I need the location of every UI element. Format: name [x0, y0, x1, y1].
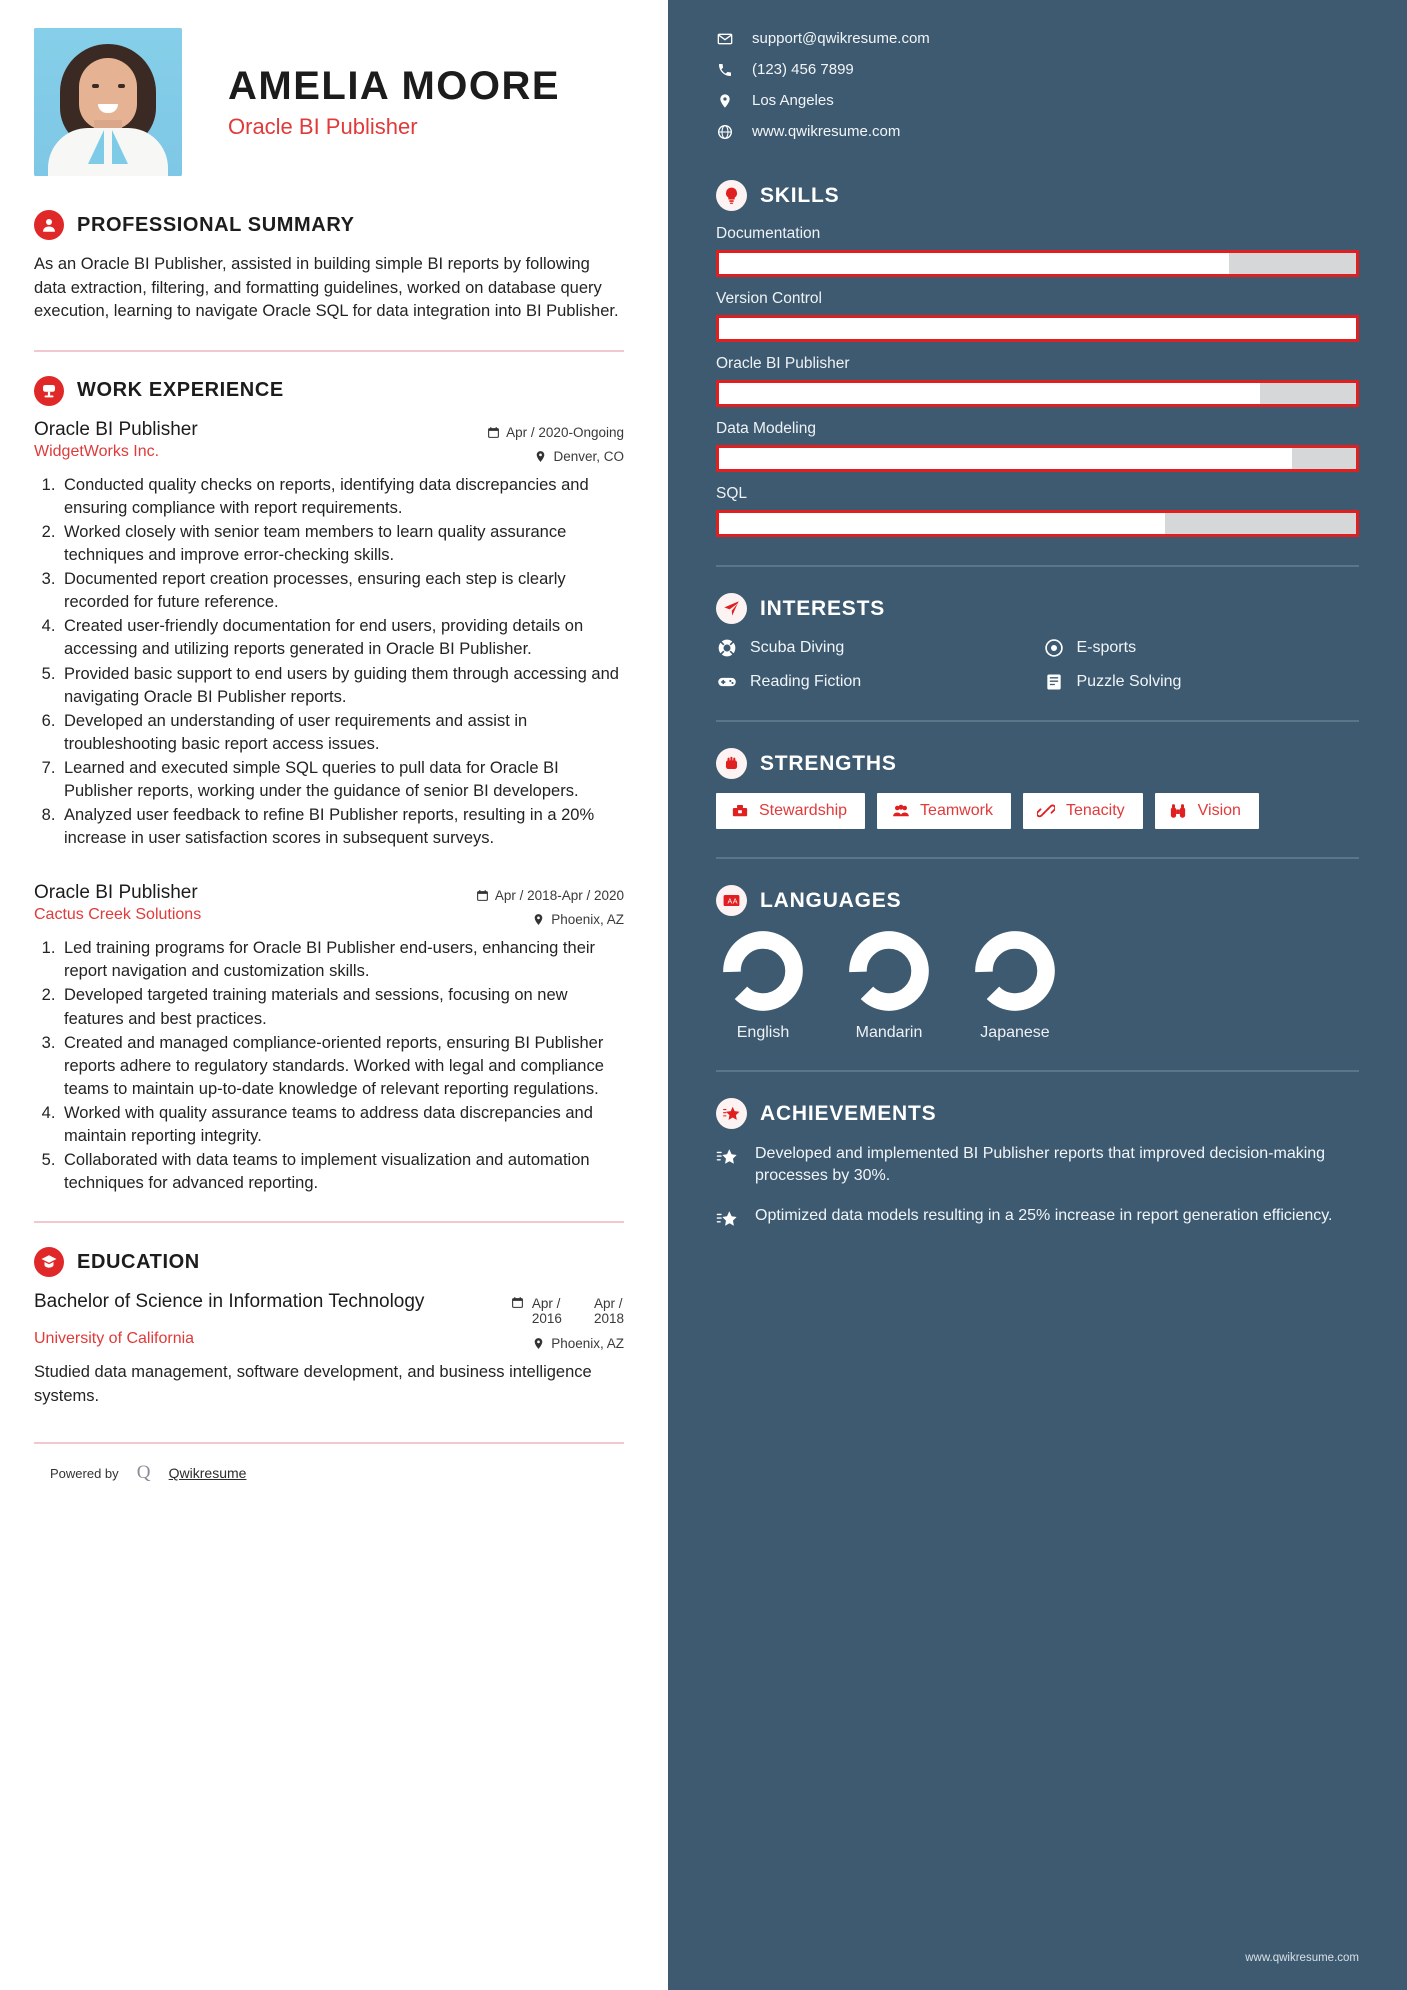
- candidate-role: Oracle BI Publisher: [228, 114, 418, 139]
- summary-text: As an Oracle BI Publisher, assisted in building simple BI reports by following data extraction, filtering, and formatting guidelines, worked on database query execution, learning to navigate Oracle SQL for data integration into BI Publisher.: [34, 255, 619, 321]
- list-item: 5. Collaborated with data teams to implement visualization and automation techniques for advanced reporting.: [60, 1149, 624, 1195]
- education-end-date: Apr / 2018: [593, 1296, 624, 1327]
- user-icon: [34, 210, 64, 240]
- skill-item: [716, 420, 1359, 472]
- star-burst-icon: [716, 1098, 747, 1129]
- section-header-skills: [716, 180, 1359, 211]
- language-label: English: [736, 1024, 790, 1041]
- job-entry: [34, 882, 624, 1195]
- skill-progress-bar: [716, 445, 1359, 472]
- contact-website-text: www.qwikresume.com: [752, 123, 901, 140]
- skills-list: [716, 225, 1359, 537]
- language-donut-chart: [974, 930, 1056, 1012]
- job-dates-text: Apr / 2018-Apr / 2020: [494, 888, 624, 904]
- powered-by-label: Powered by: [50, 1465, 119, 1481]
- job-entry: [34, 419, 624, 851]
- skill-label: Version Control: [716, 290, 822, 307]
- resume-header: [34, 28, 624, 176]
- achievements-list: [716, 1143, 1359, 1230]
- skill-item: [716, 485, 1359, 537]
- job-title: Oracle BI Publisher: [34, 882, 198, 904]
- strength-chip: [1155, 793, 1259, 829]
- skill-progress-bar: [716, 315, 1359, 342]
- skill-label: Oracle BI Publisher: [716, 355, 850, 372]
- interest-label: Puzzle Solving: [1076, 673, 1182, 690]
- strength-label: Teamwork: [920, 802, 993, 819]
- sidebar-footer-url: www.qwikresume.com: [1245, 1952, 1359, 1964]
- divider: [716, 720, 1359, 722]
- skill-label: Documentation: [716, 225, 821, 242]
- graduation-icon: [34, 1247, 64, 1277]
- contact-email-text: support@qwikresume.com: [752, 30, 930, 47]
- shooting-star-icon: [716, 1143, 740, 1187]
- strengths-list: [716, 793, 1359, 829]
- left-column: [0, 0, 668, 1990]
- people-icon: [891, 802, 910, 820]
- binoculars-icon: [1169, 802, 1188, 820]
- divider: [34, 350, 624, 352]
- contact-location-text: Los Angeles: [752, 92, 834, 109]
- interest-label: Reading Fiction: [750, 673, 862, 690]
- language-label: Mandarin: [855, 1024, 923, 1041]
- section-header-education: [34, 1247, 624, 1277]
- contact-phone-text: (123) 456 7899: [752, 61, 854, 78]
- avatar: [34, 28, 182, 176]
- calendar-icon: [476, 889, 489, 902]
- divider: [34, 1442, 624, 1444]
- education-location: [532, 1330, 624, 1351]
- skill-progress-fill: [719, 448, 1292, 469]
- job-dates: [487, 419, 624, 440]
- skill-label: SQL: [716, 485, 748, 502]
- skill-progress-fill: [719, 318, 1356, 339]
- language-label: Japanese: [980, 1024, 1050, 1041]
- list-item: 1. Conducted quality checks on reports, identifying data discrepancies and ensuring compliance with report requirements.: [60, 474, 624, 520]
- list-item: 7. Learned and executed simple SQL queries to pull data for Oracle BI Publisher reports, working under the guidance of senior BI developers.: [60, 757, 624, 803]
- skill-progress-fill: [719, 383, 1260, 404]
- contact-list: [716, 30, 1359, 140]
- contact-email[interactable]: [716, 30, 1359, 47]
- location-pin-icon: [532, 1337, 545, 1350]
- list-item: 8. Analyzed user feedback to refine BI Publisher reports, resulting in a 20% increase in user satisfaction scores in subsequent surveys.: [60, 804, 624, 850]
- job-company: Cactus Creek Solutions: [34, 906, 202, 924]
- right-sidebar: [668, 0, 1407, 1990]
- strength-label: Stewardship: [759, 802, 848, 819]
- interests-list: [716, 638, 1359, 692]
- interest-item: [716, 672, 1033, 692]
- divider: [716, 1070, 1359, 1072]
- shooting-star-icon: [716, 1205, 740, 1230]
- achievement-item: [716, 1205, 1359, 1230]
- section-header-interests: [716, 593, 1359, 624]
- lightbulb-icon: [716, 180, 747, 211]
- skill-progress-bar: [716, 250, 1359, 277]
- section-title-skills: SKILLS: [760, 183, 840, 207]
- interest-item: [1043, 638, 1360, 658]
- svg-text:A: A: [727, 897, 733, 906]
- list-item: 3. Created and managed compliance-oriented reports, ensuring BI Publisher reports adhere to regulatory standards. Worked with legal and compliance teams to maintain up-to-date knowledge of relevant reporting regulations.: [60, 1032, 624, 1101]
- location-pin-icon: [532, 913, 545, 926]
- education-entry: [34, 1290, 624, 1408]
- paper-plane-icon: [716, 593, 747, 624]
- job-location-text: Phoenix, AZ: [551, 912, 624, 928]
- job-location-text: Denver, CO: [553, 448, 624, 464]
- job-location: [532, 906, 624, 927]
- job-bullets: [34, 937, 624, 1195]
- list-item: 2. Worked closely with senior team members to learn quality assurance techniques and improve error-checking skills.: [60, 521, 624, 567]
- skill-progress-bar: [716, 380, 1359, 407]
- languages-list: [716, 930, 1359, 1042]
- divider: [34, 1221, 624, 1223]
- education-description: Studied data management, software development, and business intelligence systems.: [34, 1363, 592, 1405]
- esports-icon: [1043, 638, 1065, 658]
- education-dates: [511, 1290, 624, 1326]
- globe-icon: [716, 124, 734, 140]
- achievement-text: Optimized data models resulting in a 25% increase in report generation efficiency.: [755, 1207, 1333, 1225]
- interest-label: Scuba Diving: [750, 639, 845, 656]
- list-item: 2. Developed targeted training materials and sessions, focusing on new features and best practices.: [60, 984, 624, 1030]
- location-icon: [716, 93, 734, 109]
- section-header-strengths: [716, 748, 1359, 779]
- education-start-date: Apr / 2016: [531, 1296, 562, 1327]
- section-title-education: EDUCATION: [77, 1250, 200, 1273]
- chain-icon: [1037, 802, 1056, 820]
- interest-item: [1043, 672, 1360, 692]
- section-header-achievements: [716, 1098, 1359, 1129]
- skill-item: [716, 225, 1359, 277]
- achievement-item: [716, 1143, 1359, 1187]
- education-school: University of California: [34, 1330, 195, 1348]
- strength-chip: [716, 793, 865, 829]
- divider: [716, 565, 1359, 567]
- name-block: [228, 28, 560, 140]
- list-item: 5. Provided basic support to end users by guiding them through accessing and navigating Oracle BI Publisher reports.: [60, 663, 624, 709]
- skill-progress-fill: [719, 253, 1229, 274]
- section-header-summary: [34, 210, 624, 240]
- lifebuoy-icon: [716, 638, 738, 658]
- skill-progress-bar: [716, 510, 1359, 537]
- section-title-summary: PROFESSIONAL SUMMARY: [77, 213, 355, 236]
- section-title-languages: LANGUAGES: [760, 888, 902, 912]
- strength-label: Tenacity: [1065, 802, 1125, 819]
- achievement-text: Developed and implemented BI Publisher reports that improved decision-making processes by 30%.: [755, 1145, 1326, 1185]
- calendar-icon: [511, 1296, 524, 1309]
- briefcase-icon: [34, 376, 64, 406]
- education-degree: Bachelor of Science in Information Technology: [34, 1291, 425, 1313]
- list-item: 6. Developed an understanding of user requirements and assist in troubleshooting basic report access issues.: [60, 710, 624, 756]
- location-pin-icon: [534, 450, 547, 463]
- language-donut-chart: [848, 930, 930, 1012]
- job-dates-text: Apr / 2020-Ongoing: [506, 424, 624, 440]
- section-header-languages: [716, 885, 1359, 916]
- strength-chip: [877, 793, 1011, 829]
- svg-text:A: A: [732, 897, 738, 906]
- language-item: [848, 930, 930, 1042]
- interest-item: [716, 638, 1033, 658]
- education-location-text: Phoenix, AZ: [551, 1336, 624, 1352]
- contact-phone[interactable]: [716, 61, 1359, 78]
- divider: [716, 857, 1359, 859]
- language-item: [722, 930, 804, 1042]
- contact-location: [716, 92, 1359, 109]
- section-title-achievements: ACHIEVEMENTS: [760, 1101, 937, 1125]
- strength-chip: [1023, 793, 1143, 829]
- qwikresume-logo-icon: Q: [136, 1462, 151, 1484]
- calendar-icon: [487, 426, 500, 439]
- job-dates: [476, 882, 624, 903]
- list-item: 3. Documented report creation processes, ensuring each step is clearly recorded for future reference.: [60, 568, 624, 614]
- interest-label: E-sports: [1076, 639, 1137, 656]
- list-item: 1. Led training programs for Oracle BI Publisher end-users, enhancing their report navigation and customization skills.: [60, 937, 624, 983]
- qwikresume-link[interactable]: Qwikresume: [168, 1465, 247, 1482]
- gamepad-icon: [716, 672, 738, 692]
- language-donut-chart: [722, 930, 804, 1012]
- list-item: 4. Created user-friendly documentation for end users, providing details on accessing and utilizing reports generated in Oracle BI Publisher.: [60, 615, 624, 661]
- contact-website[interactable]: [716, 123, 1359, 140]
- toolbox-icon: [730, 802, 749, 820]
- skill-progress-fill: [719, 513, 1165, 534]
- candidate-name: AMELIA MOORE: [228, 64, 561, 108]
- skill-item: [716, 355, 1359, 407]
- section-header-work: [34, 376, 624, 406]
- fist-icon: [716, 748, 747, 779]
- skill-item: [716, 290, 1359, 342]
- email-icon: [716, 31, 734, 47]
- section-title-work: WORK EXPERIENCE: [77, 379, 284, 402]
- job-location: [534, 443, 624, 464]
- job-title: Oracle BI Publisher: [34, 418, 198, 440]
- section-title-interests: INTERESTS: [760, 596, 886, 620]
- list-item: 4. Worked with quality assurance teams to address data discrepancies and maintain reporting integrity.: [60, 1102, 624, 1148]
- section-title-strengths: STRENGTHS: [760, 751, 897, 775]
- job-bullets: [34, 474, 624, 851]
- phone-icon: [716, 62, 734, 78]
- footer: [34, 1442, 624, 1486]
- job-company: WidgetWorks Inc.: [34, 442, 160, 460]
- translate-icon: [716, 885, 747, 916]
- strength-label: Vision: [1197, 802, 1241, 819]
- language-item: [974, 930, 1056, 1042]
- skill-label: Data Modeling: [716, 420, 816, 437]
- puzzle-icon: [1043, 672, 1065, 692]
